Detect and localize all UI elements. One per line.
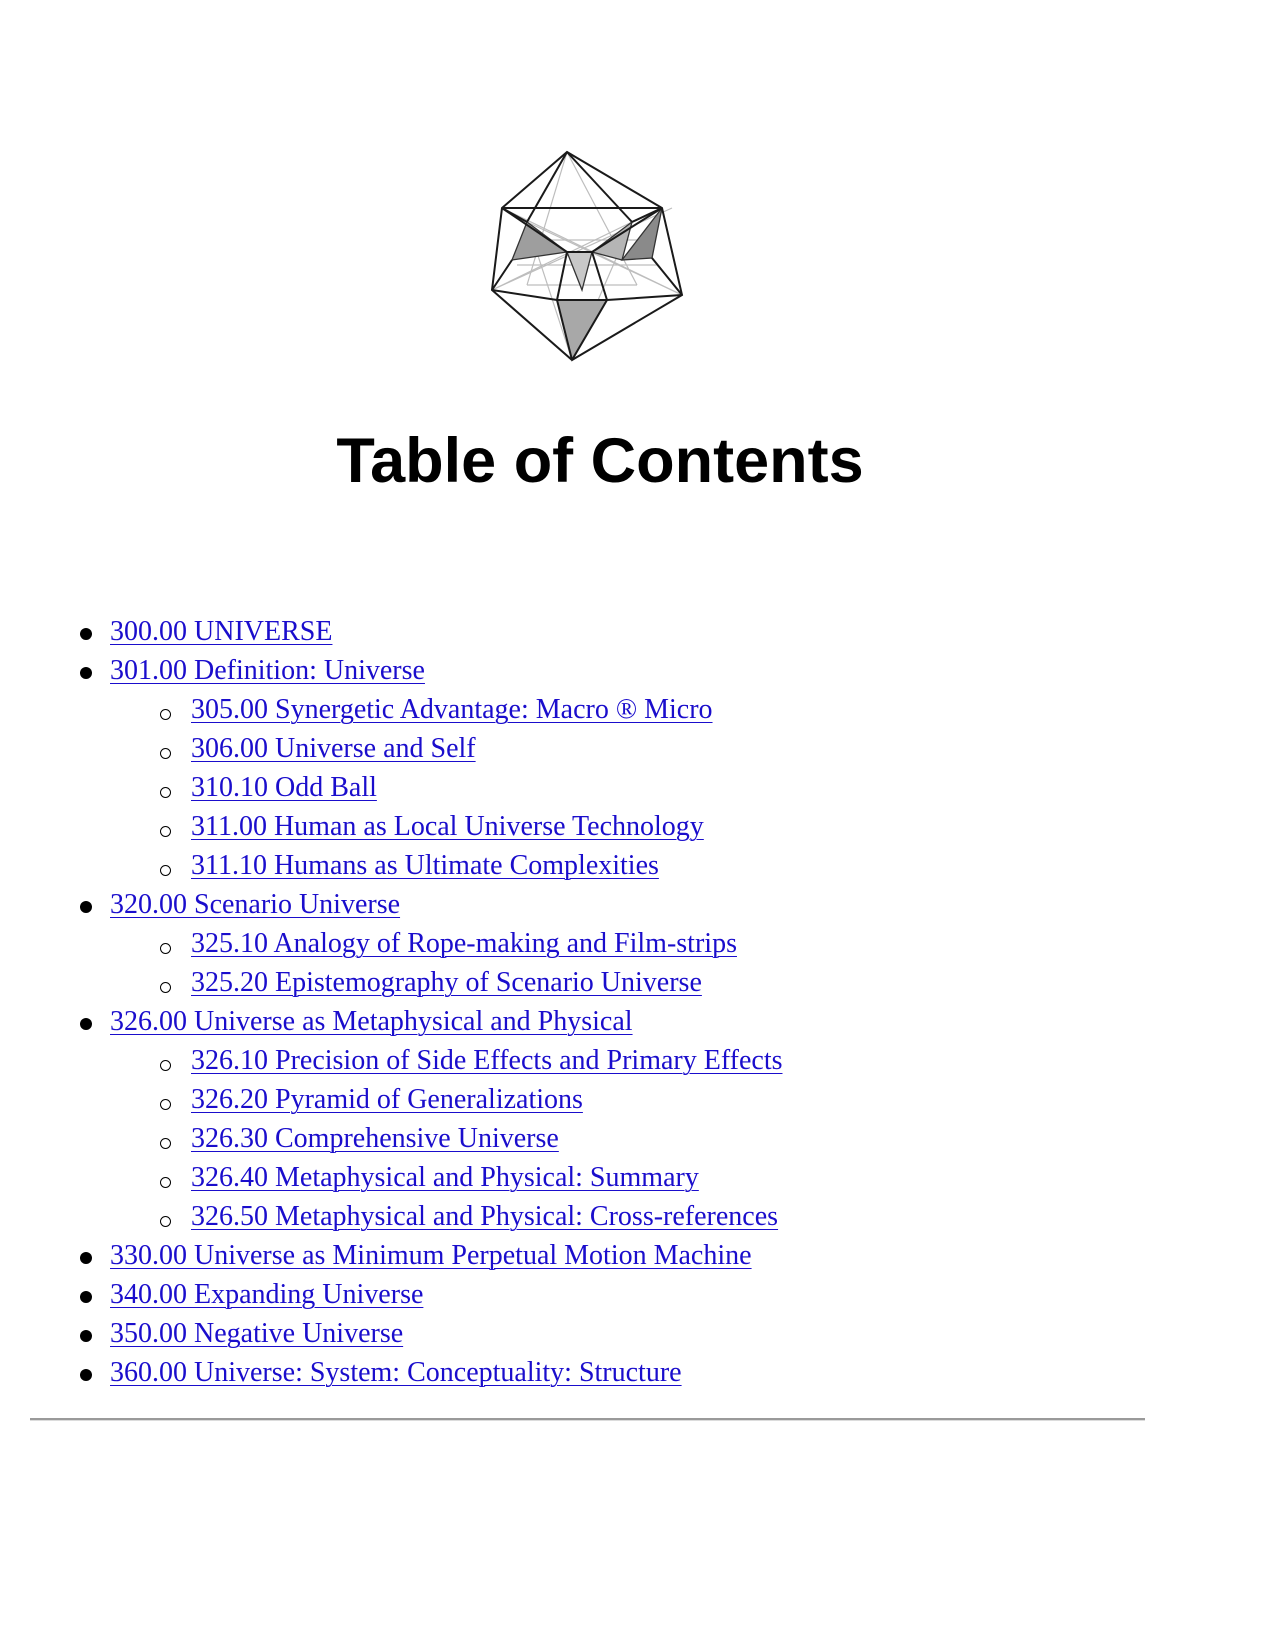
hollow-bullet-icon: [160, 1119, 171, 1158]
toc-link[interactable]: 306.00 Universe and Self: [191, 733, 476, 764]
toc-link[interactable]: 325.10 Analogy of Rope-making and Film-strips: [191, 928, 737, 959]
polyhedron-icon: [472, 140, 702, 370]
toc-link[interactable]: 300.00 UNIVERSE: [110, 616, 333, 647]
toc-subitem: [0, 963, 1200, 1002]
hollow-bullet-icon: [160, 729, 171, 768]
filled-bullet-icon: [80, 1236, 92, 1275]
filled-bullet-icon: [80, 1353, 92, 1392]
toc-subitem: [0, 846, 1200, 885]
toc-subitem: [0, 768, 1200, 807]
toc-link[interactable]: 326.40 Metaphysical and Physical: Summary: [191, 1162, 699, 1193]
hollow-bullet-icon: [160, 1041, 171, 1080]
toc-item: [0, 1314, 1200, 1353]
toc-subitem: [0, 1041, 1200, 1080]
table-of-contents: [0, 612, 1200, 1392]
toc-item: [0, 885, 1200, 924]
toc-subitem: [0, 1158, 1200, 1197]
toc-link[interactable]: 326.20 Pyramid of Generalizations: [191, 1084, 583, 1115]
filled-bullet-icon: [80, 1275, 92, 1314]
toc-subitem: [0, 924, 1200, 963]
toc-link[interactable]: 311.00 Human as Local Universe Technology: [191, 811, 704, 842]
toc-item: [0, 612, 1200, 651]
hollow-bullet-icon: [160, 690, 171, 729]
filled-bullet-icon: [80, 612, 92, 651]
toc-subitem: [0, 729, 1200, 768]
toc-item: [0, 1275, 1200, 1314]
horizontal-divider: [30, 1418, 1145, 1421]
toc-link[interactable]: 340.00 Expanding Universe: [110, 1279, 424, 1310]
hollow-bullet-icon: [160, 1158, 171, 1197]
toc-link[interactable]: 311.10 Humans as Ultimate Complexities: [191, 850, 659, 881]
toc-subitem: [0, 690, 1200, 729]
toc-link[interactable]: 326.10 Precision of Side Effects and Primary Effects: [191, 1045, 783, 1076]
toc-item: [0, 651, 1200, 690]
toc-item: [0, 1002, 1200, 1041]
hollow-bullet-icon: [160, 924, 171, 963]
toc-link[interactable]: 326.00 Universe as Metaphysical and Physical: [110, 1006, 633, 1037]
toc-item: [0, 1236, 1200, 1275]
toc-link[interactable]: 305.00 Synergetic Advantage: Macro ® Micro: [191, 694, 713, 725]
toc-subitem: [0, 1119, 1200, 1158]
toc-item: [0, 1353, 1200, 1392]
toc-link[interactable]: 330.00 Universe as Minimum Perpetual Motion Machine: [110, 1240, 752, 1271]
hollow-bullet-icon: [160, 807, 171, 846]
filled-bullet-icon: [80, 885, 92, 924]
hollow-bullet-icon: [160, 846, 171, 885]
filled-bullet-icon: [80, 1002, 92, 1041]
toc-subitem: [0, 807, 1200, 846]
toc-subitem: [0, 1080, 1200, 1119]
hollow-bullet-icon: [160, 1080, 171, 1119]
hollow-bullet-icon: [160, 768, 171, 807]
toc-link[interactable]: 360.00 Universe: System: Conceptuality: Structure: [110, 1357, 682, 1388]
toc-link[interactable]: 350.00 Negative Universe: [110, 1318, 404, 1349]
toc-link[interactable]: 325.20 Epistemography of Scenario Universe: [191, 967, 702, 998]
toc-link[interactable]: 326.50 Metaphysical and Physical: Cross-references: [191, 1201, 779, 1232]
toc-link[interactable]: 320.00 Scenario Universe: [110, 889, 401, 920]
page-title: Table of Contents: [336, 426, 864, 496]
toc-subitem: [0, 1197, 1200, 1236]
toc-link[interactable]: 301.00 Definition: Universe: [110, 655, 425, 686]
polyhedron-logo: [472, 140, 702, 370]
hollow-bullet-icon: [160, 963, 171, 1002]
hollow-bullet-icon: [160, 1197, 171, 1236]
filled-bullet-icon: [80, 1314, 92, 1353]
toc-link[interactable]: 326.30 Comprehensive Universe: [191, 1123, 559, 1154]
filled-bullet-icon: [80, 651, 92, 690]
toc-link[interactable]: 310.10 Odd Ball: [191, 772, 377, 803]
